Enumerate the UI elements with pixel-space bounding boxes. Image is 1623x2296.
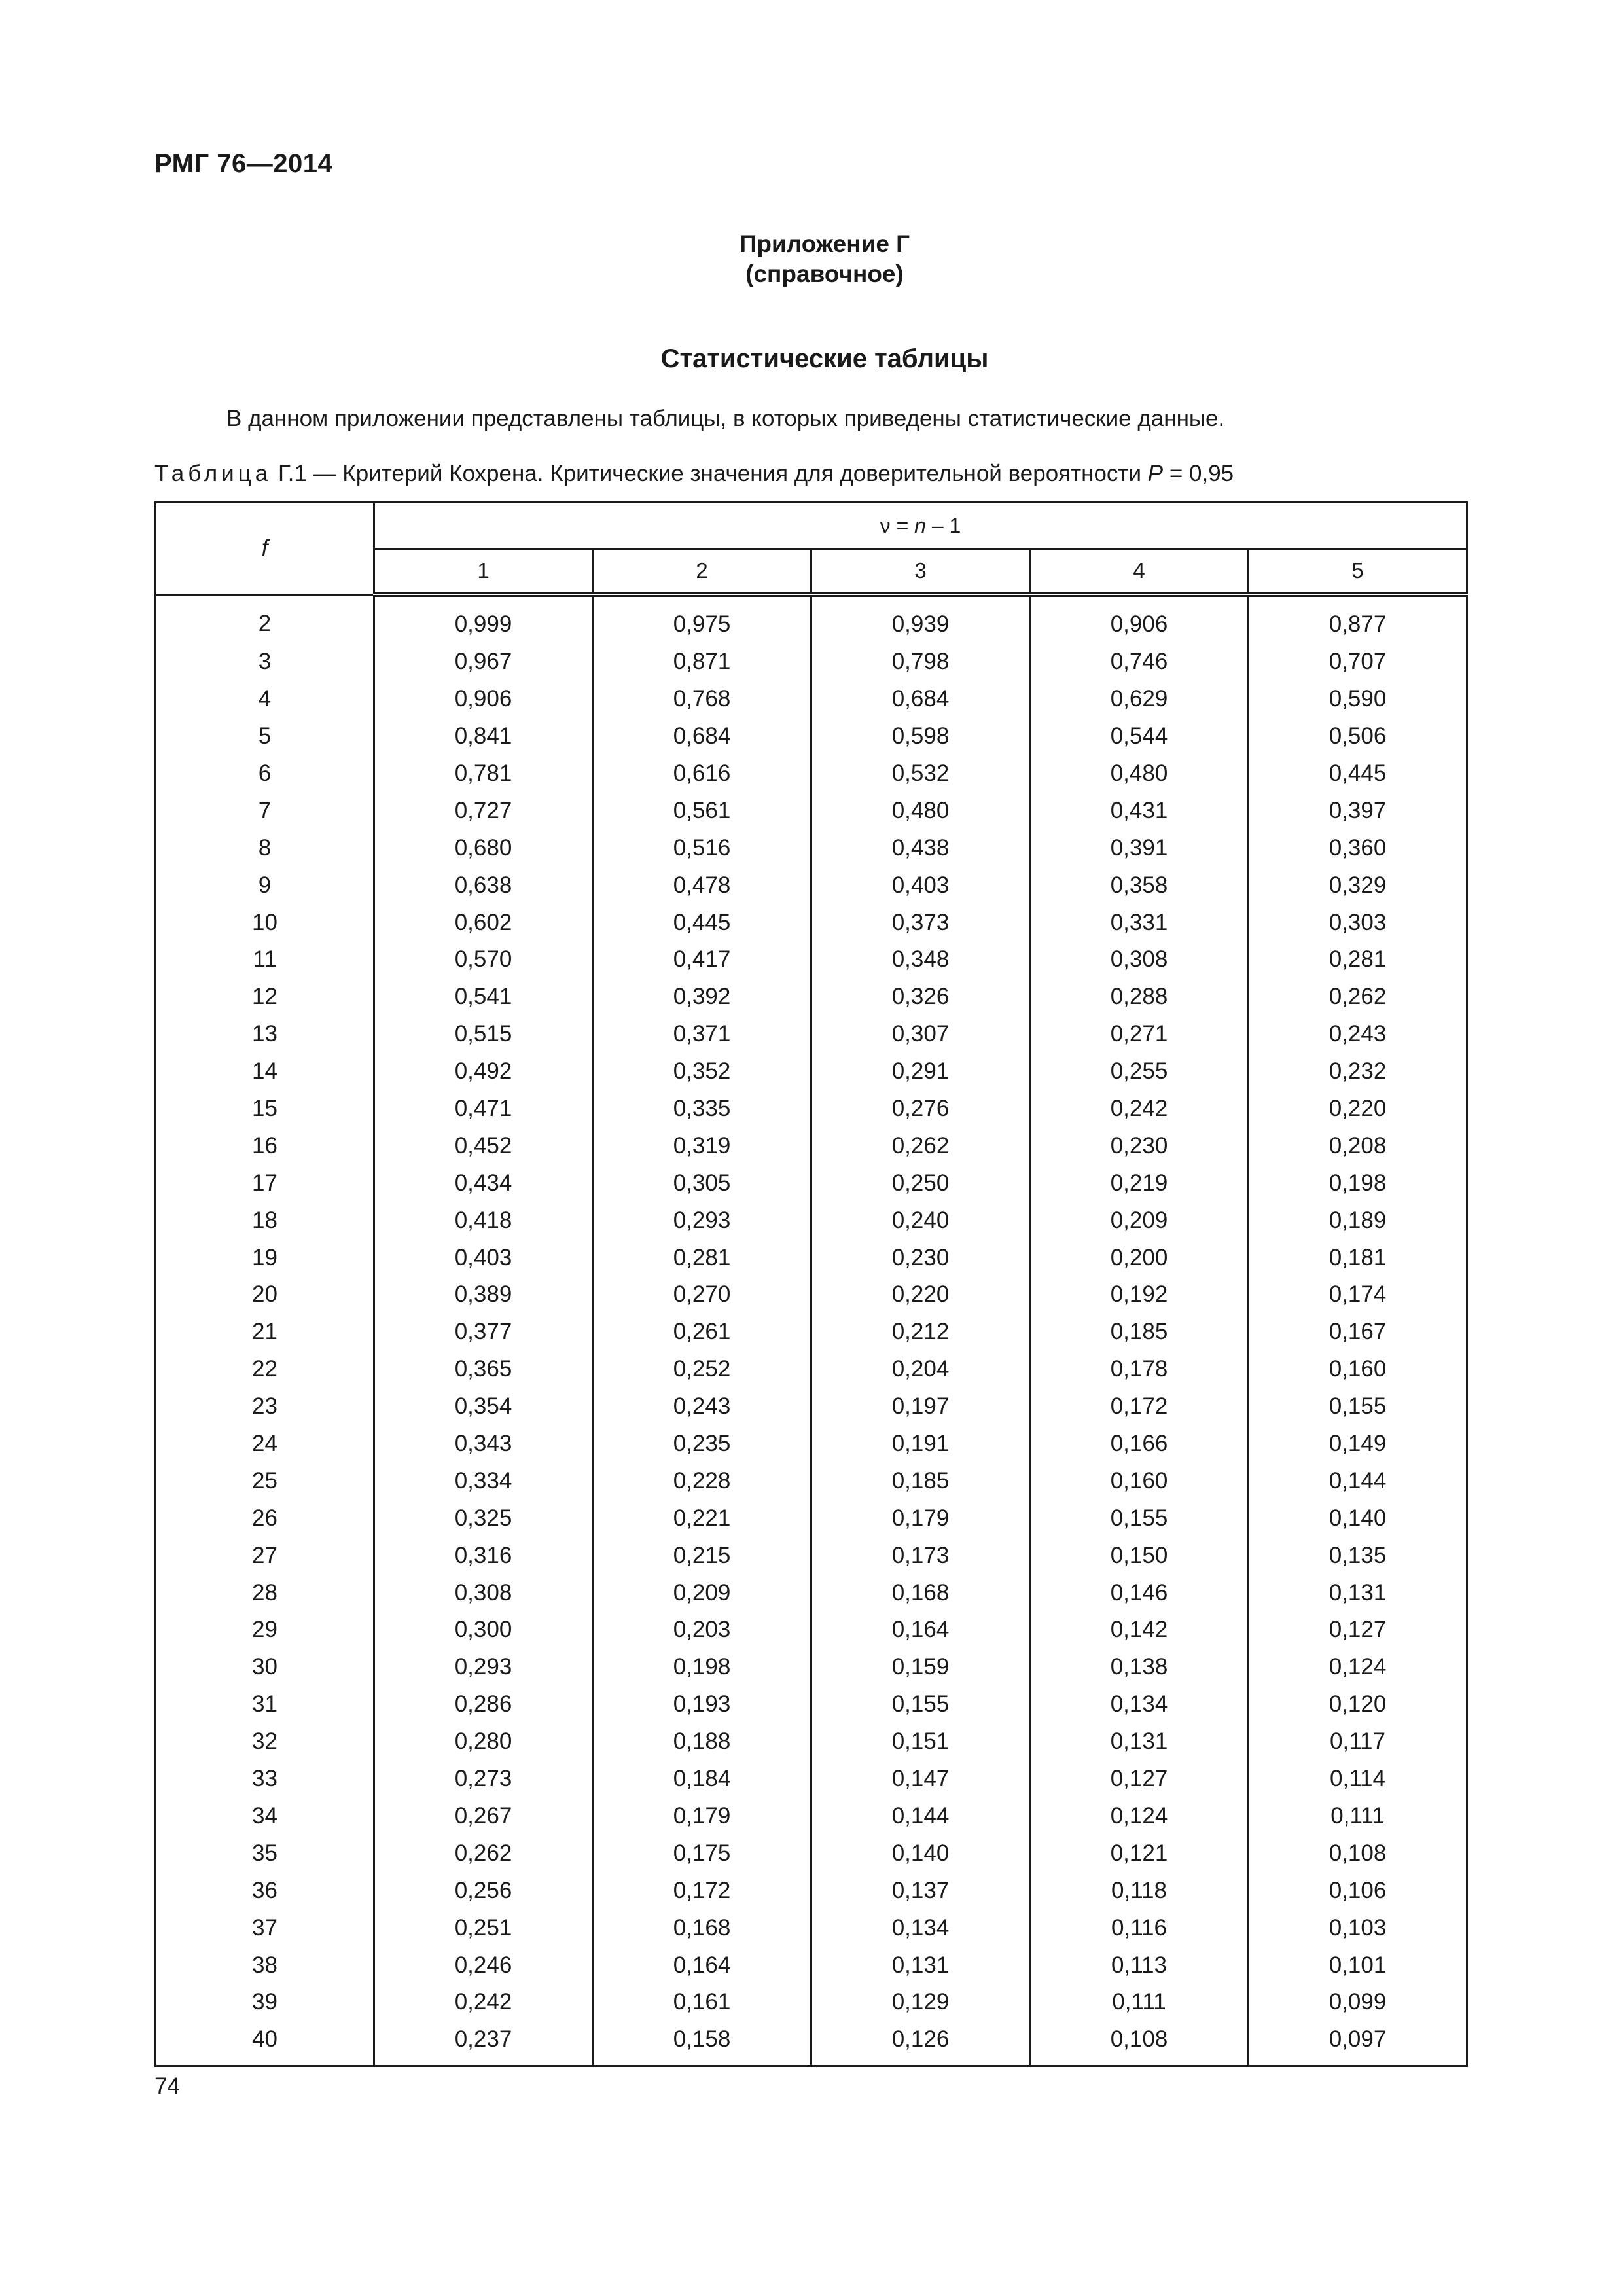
cell-value: 0,215 (593, 1537, 812, 1574)
cell-f: 22 (156, 1351, 374, 1388)
cell-value: 0,230 (1030, 1127, 1249, 1164)
cell-f: 4 (156, 681, 374, 718)
cell-value: 0,516 (593, 829, 812, 867)
cell-value: 0,293 (593, 1202, 812, 1239)
cell-value: 0,999 (374, 594, 593, 643)
cell-value: 0,781 (374, 755, 593, 793)
table-row (156, 1164, 1467, 1202)
cell-value: 0,172 (593, 1872, 812, 1909)
cell-value: 0,118 (1030, 1872, 1249, 1909)
cell-value: 0,308 (374, 1574, 593, 1611)
table-row (156, 1649, 1467, 1686)
intro-paragraph: В данном приложении представлены таблицы, в которых приведены статистические данные. (226, 406, 1225, 431)
table-row (156, 1127, 1467, 1164)
section-title: Статистические таблицы (660, 344, 989, 373)
cell-value: 0,281 (1249, 941, 1467, 978)
cell-value: 0,391 (1030, 829, 1249, 867)
cell-value: 0,116 (1030, 1909, 1249, 1946)
cell-value: 0,155 (1249, 1388, 1467, 1426)
cell-value: 0,598 (812, 718, 1030, 755)
caption-number: Г.1 (277, 461, 307, 486)
cell-value: 0,768 (593, 681, 812, 718)
table-row (156, 1686, 1467, 1723)
cell-value: 0,106 (1249, 1872, 1467, 1909)
cell-value: 0,179 (593, 1798, 812, 1835)
cell-f: 25 (156, 1462, 374, 1499)
table-row (156, 1798, 1467, 1835)
cell-value: 0,291 (812, 1053, 1030, 1090)
cell-value: 0,129 (812, 1984, 1030, 2021)
cell-value: 0,906 (374, 681, 593, 718)
table-row (156, 1909, 1467, 1946)
table-row (156, 1351, 1467, 1388)
cell-value: 0,293 (374, 1649, 593, 1686)
cell-value: 0,184 (593, 1761, 812, 1798)
cell-value: 0,334 (374, 1462, 593, 1499)
cell-f: 3 (156, 643, 374, 681)
cell-value: 0,255 (1030, 1053, 1249, 1090)
cell-value: 0,167 (1249, 1314, 1467, 1351)
cell-value: 0,471 (374, 1090, 593, 1128)
table-row (156, 1499, 1467, 1537)
cell-value: 0,134 (812, 1909, 1030, 1946)
table-row (156, 755, 1467, 793)
cell-value: 0,127 (1030, 1761, 1249, 1798)
cell-value: 0,365 (374, 1351, 593, 1388)
cell-value: 0,392 (593, 978, 812, 1016)
cell-value: 0,389 (374, 1276, 593, 1314)
table-row (156, 1016, 1467, 1053)
cell-value: 0,155 (1030, 1499, 1249, 1537)
table-row (156, 792, 1467, 829)
cell-value: 0,335 (593, 1090, 812, 1128)
cell-value: 0,680 (374, 829, 593, 867)
cell-value: 0,316 (374, 1537, 593, 1574)
cell-value: 0,114 (1249, 1761, 1467, 1798)
cell-value: 0,798 (812, 643, 1030, 681)
table-row (156, 681, 1467, 718)
appendix-heading (0, 229, 1623, 289)
cell-value: 0,168 (593, 1909, 812, 1946)
cell-value: 0,147 (812, 1761, 1030, 1798)
cell-value: 0,230 (812, 1239, 1030, 1276)
caption-text: — Критерий Кохрена. Критические значения для доверительной вероятности (313, 461, 1142, 486)
appendix-title: Приложение Г (739, 230, 910, 257)
cell-value: 0,160 (1249, 1351, 1467, 1388)
cell-f: 13 (156, 1016, 374, 1053)
cell-value: 0,403 (374, 1239, 593, 1276)
cell-value: 0,288 (1030, 978, 1249, 1016)
cell-value: 0,246 (374, 1946, 593, 1984)
cell-value: 0,746 (1030, 643, 1249, 681)
table-row (156, 1835, 1467, 1872)
cell-value: 0,267 (374, 1798, 593, 1835)
cell-f: 24 (156, 1426, 374, 1463)
cell-value: 0,181 (1249, 1239, 1467, 1276)
cell-value: 0,684 (812, 681, 1030, 718)
page-number: 74 (154, 2073, 180, 2099)
cell-value: 0,138 (1030, 1649, 1249, 1686)
column-header-2: 2 (593, 549, 812, 595)
caption-label: Таблица (154, 461, 272, 486)
cell-value: 0,212 (812, 1314, 1030, 1351)
cell-value: 0,209 (1030, 1202, 1249, 1239)
table-row (156, 904, 1467, 941)
cell-f: 5 (156, 718, 374, 755)
caption-p-value: = 0,95 (1169, 461, 1234, 486)
cell-value: 0,175 (593, 1835, 812, 1872)
cell-value: 0,438 (812, 829, 1030, 867)
cell-value: 0,445 (593, 904, 812, 941)
cell-value: 0,209 (593, 1574, 812, 1611)
cell-f: 29 (156, 1611, 374, 1649)
cell-value: 0,273 (374, 1761, 593, 1798)
cell-value: 0,134 (1030, 1686, 1249, 1723)
cell-value: 0,188 (593, 1723, 812, 1761)
cell-value: 0,480 (812, 792, 1030, 829)
cell-f: 26 (156, 1499, 374, 1537)
cell-value: 0,193 (593, 1686, 812, 1723)
cell-value: 0,452 (374, 1127, 593, 1164)
cell-f: 12 (156, 978, 374, 1016)
cell-value: 0,108 (1030, 2021, 1249, 2066)
table-row (156, 1426, 1467, 1463)
cell-value: 0,307 (812, 1016, 1030, 1053)
cell-value: 0,242 (1030, 1090, 1249, 1128)
table-row (156, 1239, 1467, 1276)
group-header-label: ν = n – 1 (880, 513, 961, 537)
appendix-type: (справочное) (745, 260, 904, 287)
cell-f: 32 (156, 1723, 374, 1761)
cell-value: 0,262 (812, 1127, 1030, 1164)
cell-value: 0,417 (593, 941, 812, 978)
cell-value: 0,271 (1030, 1016, 1249, 1053)
cell-value: 0,124 (1030, 1798, 1249, 1835)
cell-f: 34 (156, 1798, 374, 1835)
caption-p-symbol: P (1147, 461, 1164, 486)
group-header-nu (374, 503, 1467, 549)
cell-value: 0,506 (1249, 718, 1467, 755)
cell-value: 0,144 (1249, 1462, 1467, 1499)
cell-value: 0,220 (812, 1276, 1030, 1314)
cell-value: 0,544 (1030, 718, 1249, 755)
cell-value: 0,242 (374, 1984, 593, 2021)
column-header-3: 3 (812, 549, 1030, 595)
cell-value: 0,140 (812, 1835, 1030, 1872)
cell-value: 0,144 (812, 1798, 1030, 1835)
cell-value: 0,541 (374, 978, 593, 1016)
cell-value: 0,371 (593, 1016, 812, 1053)
cell-value: 0,179 (812, 1499, 1030, 1537)
table-row (156, 867, 1467, 904)
cell-value: 0,841 (374, 718, 593, 755)
cell-f: 17 (156, 1164, 374, 1202)
cell-f: 23 (156, 1388, 374, 1426)
column-header-4: 4 (1030, 549, 1249, 595)
cell-f: 9 (156, 867, 374, 904)
table-row (156, 1723, 1467, 1761)
cell-value: 0,638 (374, 867, 593, 904)
cell-value: 0,203 (593, 1611, 812, 1649)
cell-value: 0,189 (1249, 1202, 1467, 1239)
cell-value: 0,135 (1249, 1537, 1467, 1574)
cell-f: 31 (156, 1686, 374, 1723)
cell-value: 0,629 (1030, 681, 1249, 718)
cell-value: 0,326 (812, 978, 1030, 1016)
cell-f: 18 (156, 1202, 374, 1239)
cell-value: 0,219 (1030, 1164, 1249, 1202)
cell-f: 16 (156, 1127, 374, 1164)
table-row (156, 1574, 1467, 1611)
cell-value: 0,348 (812, 941, 1030, 978)
cell-value: 0,150 (1030, 1537, 1249, 1574)
cell-value: 0,286 (374, 1686, 593, 1723)
cell-value: 0,232 (1249, 1053, 1467, 1090)
cell-value: 0,532 (812, 755, 1030, 793)
cell-f: 27 (156, 1537, 374, 1574)
table-row (156, 1090, 1467, 1128)
cell-value: 0,131 (1249, 1574, 1467, 1611)
cell-value: 0,159 (812, 1649, 1030, 1686)
cell-value: 0,478 (593, 867, 812, 904)
cell-value: 0,103 (1249, 1909, 1467, 1946)
cell-value: 0,358 (1030, 867, 1249, 904)
cell-value: 0,117 (1249, 1723, 1467, 1761)
cell-value: 0,343 (374, 1426, 593, 1463)
cell-value: 0,166 (1030, 1426, 1249, 1463)
cell-value: 0,975 (593, 594, 812, 643)
table-row (156, 1202, 1467, 1239)
cell-value: 0,434 (374, 1164, 593, 1202)
cell-value: 0,198 (593, 1649, 812, 1686)
cell-value: 0,111 (1030, 1984, 1249, 2021)
table-row (156, 829, 1467, 867)
cell-f: 33 (156, 1761, 374, 1798)
cell-value: 0,251 (374, 1909, 593, 1946)
cell-value: 0,113 (1030, 1946, 1249, 1984)
cell-value: 0,331 (1030, 904, 1249, 941)
cell-value: 0,243 (593, 1388, 812, 1426)
table-row (156, 941, 1467, 978)
cell-f: 2 (156, 594, 374, 643)
cell-value: 0,240 (812, 1202, 1030, 1239)
cell-f: 36 (156, 1872, 374, 1909)
cell-value: 0,151 (812, 1723, 1030, 1761)
cell-f: 30 (156, 1649, 374, 1686)
cell-value: 0,967 (374, 643, 593, 681)
cell-value: 0,243 (1249, 1016, 1467, 1053)
cell-f: 21 (156, 1314, 374, 1351)
cell-f: 20 (156, 1276, 374, 1314)
cell-value: 0,127 (1249, 1611, 1467, 1649)
cell-value: 0,220 (1249, 1090, 1467, 1128)
table-row (156, 2021, 1467, 2066)
cell-value: 0,354 (374, 1388, 593, 1426)
cell-value: 0,131 (1030, 1723, 1249, 1761)
row-header-f: f (156, 503, 374, 595)
cell-value: 0,164 (593, 1946, 812, 1984)
table-row (156, 1053, 1467, 1090)
cell-value: 0,121 (1030, 1835, 1249, 1872)
cell-f: 10 (156, 904, 374, 941)
cell-value: 0,280 (374, 1723, 593, 1761)
table-body (156, 594, 1467, 2066)
table-row (156, 978, 1467, 1016)
cell-value: 0,174 (1249, 1276, 1467, 1314)
cell-value: 0,097 (1249, 2021, 1467, 2066)
table-row (156, 1946, 1467, 1984)
table-row (156, 1276, 1467, 1314)
cell-value: 0,235 (593, 1426, 812, 1463)
cell-value: 0,329 (1249, 867, 1467, 904)
cell-value: 0,228 (593, 1462, 812, 1499)
cell-value: 0,492 (374, 1053, 593, 1090)
cell-value: 0,198 (1249, 1164, 1467, 1202)
table-row (156, 718, 1467, 755)
cell-value: 0,101 (1249, 1946, 1467, 1984)
table-row (156, 643, 1467, 681)
cell-f: 14 (156, 1053, 374, 1090)
cell-value: 0,707 (1249, 643, 1467, 681)
cell-value: 0,616 (593, 755, 812, 793)
cell-value: 0,480 (1030, 755, 1249, 793)
cell-value: 0,173 (812, 1537, 1030, 1574)
cell-value: 0,871 (593, 643, 812, 681)
cell-value: 0,431 (1030, 792, 1249, 829)
cell-value: 0,124 (1249, 1649, 1467, 1686)
cell-value: 0,270 (593, 1276, 812, 1314)
cell-value: 0,684 (593, 718, 812, 755)
table-row (156, 594, 1467, 643)
cell-value: 0,192 (1030, 1276, 1249, 1314)
cell-value: 0,160 (1030, 1462, 1249, 1499)
cell-value: 0,164 (812, 1611, 1030, 1649)
cell-value: 0,445 (1249, 755, 1467, 793)
cell-value: 0,319 (593, 1127, 812, 1164)
cell-value: 0,168 (812, 1574, 1030, 1611)
cell-value: 0,418 (374, 1202, 593, 1239)
cell-value: 0,303 (1249, 904, 1467, 941)
cell-value: 0,158 (593, 2021, 812, 2066)
cell-value: 0,126 (812, 2021, 1030, 2066)
cell-value: 0,300 (374, 1611, 593, 1649)
cell-value: 0,403 (812, 867, 1030, 904)
cell-value: 0,250 (812, 1164, 1030, 1202)
cell-f: 19 (156, 1239, 374, 1276)
cell-value: 0,262 (374, 1835, 593, 1872)
cell-f: 39 (156, 1984, 374, 2021)
cell-value: 0,120 (1249, 1686, 1467, 1723)
table-caption (154, 461, 1234, 487)
cell-value: 0,140 (1249, 1499, 1467, 1537)
cell-value: 0,305 (593, 1164, 812, 1202)
cell-value: 0,137 (812, 1872, 1030, 1909)
cell-f: 28 (156, 1574, 374, 1611)
cell-f: 8 (156, 829, 374, 867)
cell-value: 0,373 (812, 904, 1030, 941)
cell-value: 0,200 (1030, 1239, 1249, 1276)
table-row (156, 1984, 1467, 2021)
cell-f: 35 (156, 1835, 374, 1872)
cell-value: 0,602 (374, 904, 593, 941)
table-row (156, 1314, 1467, 1351)
table-row (156, 1462, 1467, 1499)
cell-value: 0,161 (593, 1984, 812, 2021)
cell-f: 11 (156, 941, 374, 978)
cell-value: 0,570 (374, 941, 593, 978)
cell-value: 0,308 (1030, 941, 1249, 978)
cell-value: 0,197 (812, 1388, 1030, 1426)
column-header-5: 5 (1249, 549, 1467, 595)
cell-value: 0,281 (593, 1239, 812, 1276)
table-row (156, 1872, 1467, 1909)
cell-value: 0,262 (1249, 978, 1467, 1016)
cell-value: 0,111 (1249, 1798, 1467, 1835)
column-header-1: 1 (374, 549, 593, 595)
cell-value: 0,099 (1249, 1984, 1467, 2021)
cell-value: 0,325 (374, 1499, 593, 1537)
cell-value: 0,906 (1030, 594, 1249, 643)
cell-value: 0,252 (593, 1351, 812, 1388)
cell-value: 0,360 (1249, 829, 1467, 867)
cell-f: 40 (156, 2021, 374, 2066)
cell-value: 0,185 (812, 1462, 1030, 1499)
cell-value: 0,142 (1030, 1611, 1249, 1649)
cell-f: 15 (156, 1090, 374, 1128)
cell-value: 0,939 (812, 594, 1030, 643)
cell-value: 0,172 (1030, 1388, 1249, 1426)
cell-f: 6 (156, 755, 374, 793)
cell-value: 0,221 (593, 1499, 812, 1537)
cell-value: 0,256 (374, 1872, 593, 1909)
cell-value: 0,377 (374, 1314, 593, 1351)
cell-value: 0,877 (1249, 594, 1467, 643)
cell-value: 0,131 (812, 1946, 1030, 1984)
table-row (156, 1761, 1467, 1798)
cell-value: 0,208 (1249, 1127, 1467, 1164)
cell-value: 0,185 (1030, 1314, 1249, 1351)
cell-value: 0,276 (812, 1090, 1030, 1128)
cell-value: 0,204 (812, 1351, 1030, 1388)
cell-value: 0,191 (812, 1426, 1030, 1463)
cell-value: 0,590 (1249, 681, 1467, 718)
cell-value: 0,178 (1030, 1351, 1249, 1388)
cell-value: 0,108 (1249, 1835, 1467, 1872)
cell-value: 0,237 (374, 2021, 593, 2066)
cell-value: 0,146 (1030, 1574, 1249, 1611)
cell-value: 0,515 (374, 1016, 593, 1053)
cell-f: 7 (156, 792, 374, 829)
cell-value: 0,155 (812, 1686, 1030, 1723)
cell-f: 38 (156, 1946, 374, 1984)
document-code: РМГ 76—2014 (154, 149, 333, 178)
cell-value: 0,397 (1249, 792, 1467, 829)
cell-value: 0,727 (374, 792, 593, 829)
table-row (156, 1388, 1467, 1426)
cell-value: 0,261 (593, 1314, 812, 1351)
table-row (156, 1611, 1467, 1649)
cell-value: 0,149 (1249, 1426, 1467, 1463)
cochran-critical-values-table (154, 501, 1468, 2067)
cell-value: 0,352 (593, 1053, 812, 1090)
table-row (156, 1537, 1467, 1574)
cell-value: 0,561 (593, 792, 812, 829)
cell-f: 37 (156, 1909, 374, 1946)
